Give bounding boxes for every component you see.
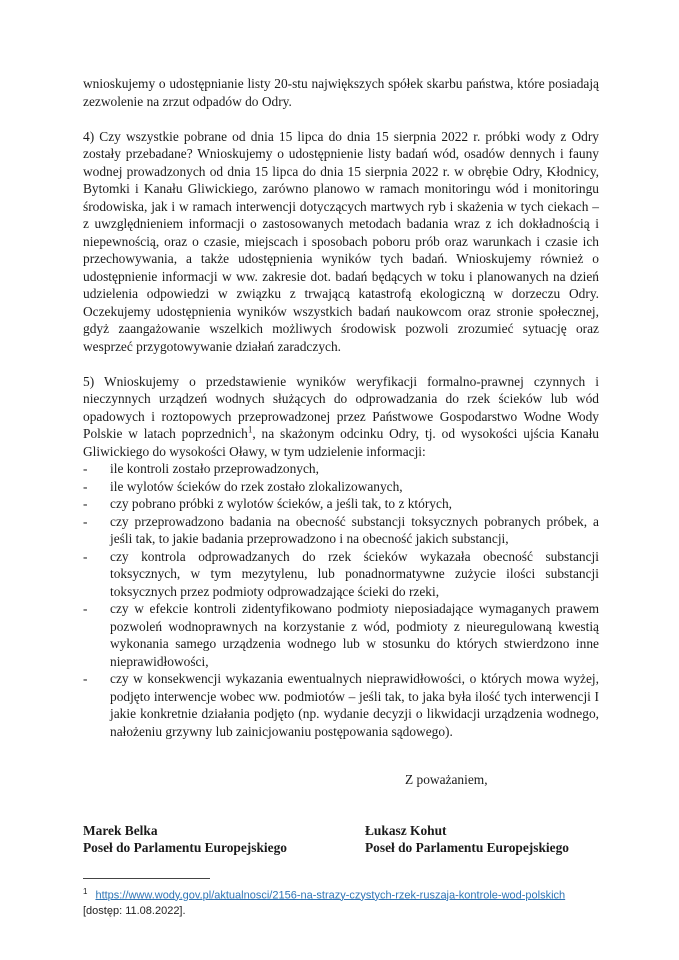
paragraph-point-5	[83, 373, 599, 461]
list-item	[83, 548, 599, 601]
list-item-text: ile kontroli zostało przeprowadzonych,	[110, 461, 319, 476]
signatory-name: Marek Belka	[83, 822, 158, 838]
signatory-title: Poseł do Parlamentu Europejskiego	[83, 840, 287, 855]
dash-bullet-icon: -	[83, 478, 88, 494]
list-item	[83, 495, 599, 513]
list-item-text: czy pobrano próbki z wylotów ścieków, a jeśli tak, to z których,	[110, 496, 452, 511]
dash-bullet-icon: -	[83, 461, 88, 476]
dash-bullet-icon: -	[83, 601, 88, 616]
point-5-text: 5) Wnioskujemy o przedstawienie wyników weryfikacji formalno-prawnej czynnych i nieczynnych urządzeń wodnych służących do odprowadzania do rzek ścieków lub wód opadowych i roztopowych przeprowadzonej przez Państwowe Gospodarstwo Wodne Wody Polskie w latach poprzednich	[83, 373, 599, 441]
footnote-marker: 1	[83, 886, 88, 896]
signature-left	[83, 822, 365, 857]
dash-bullet-icon: -	[83, 671, 88, 686]
signature-block	[83, 822, 599, 857]
footnote-separator-rule	[83, 878, 210, 879]
footnote-section	[83, 878, 599, 920]
list-item	[83, 478, 599, 496]
list-item	[83, 670, 599, 740]
dash-bullet-icon: -	[83, 496, 88, 511]
footnote-access-date: [dostęp: 11.08.2022].	[83, 905, 186, 918]
footnote-reference-mark: 1	[247, 424, 253, 435]
closing-salutation: Z poważaniem,	[405, 772, 488, 787]
dash-bullet-icon: -	[83, 548, 88, 564]
footnote-link[interactable]: https://www.wody.gov.pl/aktualnosci/2156-na-strazy-czystych-rzek-ruszaja-kontrole-wod-polskich	[95, 889, 566, 902]
list-item-text: ile wylotów ścieków do rzek zostało zlokalizowanych,	[110, 478, 403, 494]
list-item	[83, 460, 599, 478]
list-item-text: czy przeprowadzono badania na obecność substancji toksycznych pobranych próbek, a jeśli tak, to jakie badania przeprowadzono i na obecność jakich substancji,	[110, 513, 599, 546]
footnote-text	[83, 884, 599, 920]
paragraph-point-4: 4) Czy wszystkie pobrane od dnia 15 lipca do dnia 15 sierpnia 2022 r. próbki wody z Odry zostały przebadane? Wnioskujemy o udostępnienie listy badań wód, osadów dennych i fauny wodnej prowadzonych od dnia 15 lipca do dnia 15 sierpnia 2022 r. w obrębie Odry, Kłodnicy, Bytomki i Kanału Gliwickiego, zarówno planowo w ramach monitoringu wód i monitoringu środowiska, jak i w ramach interwencji dotyczących martwych ryb i skażenia w tych ciekach – z uwzględnieniem informacji o zastosowanych metodach badania wraz z ich dokładnością i niepewnością, oraz o czasie, miejscach i sposobach poboru prób oraz warunkach i czasie ich przechowywania, a także udostępnienia wyników tych badań. Wnioskujemy również o udostępnienie informacji w ww. zakresie dot. badań będących w toku i planowanych na dzień udzielenia odpowiedzi w związku z trwającą katastrofą ekologiczną w dorzeczu Odry. Oczekujemy udostępnienia wyników wszystkich badań naukowcom oraz stronie społecznej, gdyż zaangażowanie wszelkich możliwych środowisk pozwoli zrozumieć sytuację oraz wesprzeć przygotowywanie działań zaradczych.	[83, 128, 599, 354]
list-item-text: czy w efekcie kontroli zidentyfikowano podmioty nieposiadające wymaganych prawem pozwoleń wodnoprawnych na korzystanie z wód, podmioty z nieuregulowaną kwestią wykonania samego urządzenia wodnego lub w stosunku do których stwierdzono inne nieprawidłowości,	[110, 601, 599, 669]
list-item	[83, 513, 599, 548]
point-5-text-after: , na skażonym odcinku Odry, tj. od wysokości ujścia Kanału Gliwickiego do wysokości Oławy, w tym udzielenie informacji:	[83, 426, 600, 459]
paragraph-intro-continuation: wnioskujemy o udostępnianie listy 20-stu największych spółek skarbu państwa, które posiadają zezwolenie na zrzut odpadów do Odry.	[83, 76, 599, 109]
request-bullet-list	[83, 460, 599, 740]
list-item-text: czy w konsekwencji wykazania ewentualnych nieprawidłowości, o których mowa wyżej, podjęto interwencje wobec ww. podmiotów – jeśli tak, to jaka była ilość tych interwencji I jakie konkretnie działania podjęto (np. wydanie decyzji o likwidacji urządzenia wodnego, nałożeniu grzywny lub zainicjowaniu postępowania sądowego).	[110, 671, 599, 739]
list-item	[83, 600, 599, 670]
dash-bullet-icon: -	[83, 513, 88, 529]
list-item-text: czy kontrola odprowadzanych do rzek ścieków wykazała obecność substancji toksycznych, w tym mezytylenu, lub ponadnormatywne zużycie ilości substancji toksycznych przez podmioty odprowadzające ścieki do rzeki,	[110, 548, 599, 599]
signatory-title: Poseł do Parlamentu Europejskiego	[365, 840, 569, 855]
signatory-name: Łukasz Kohut	[365, 822, 447, 838]
signature-right	[365, 822, 599, 857]
